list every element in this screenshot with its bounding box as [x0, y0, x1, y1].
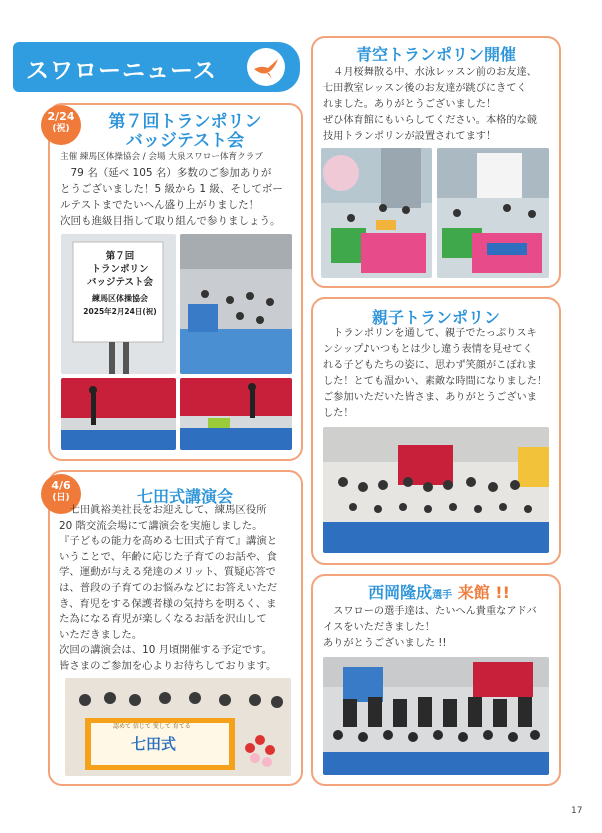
card-body: 79 名（延べ 105 名）多数のご参加ありが とうございました！5 級から 1 級、そしてボー ルテストまでたいへん盛り上がりました！ 次回も進級目指して取り組んで参りましょう。	[60, 167, 283, 227]
page-number: 17	[571, 806, 583, 816]
athlete-suffix: 選手	[432, 590, 453, 601]
page-title: スワローニュース	[26, 58, 217, 84]
trampoline-photo	[180, 378, 292, 450]
trampoline-photo	[61, 378, 176, 450]
date-badge	[41, 105, 81, 145]
sign-line: 練馬区体操協会	[92, 294, 148, 303]
card-body: ４月桜舞散る中、水泳レッスン前のお友達、 七田教室レッスン後のお友達が跳びにきてく れました。ありがとうございました！ ぜひ体育館にもいらしてください。本格的な競 技用トランポリンが設置されてます！	[323, 67, 537, 142]
sign-line: トランポリン	[91, 264, 149, 275]
event-sign-text	[75, 250, 165, 318]
outdoor-trampoline-photo	[321, 148, 432, 278]
outdoor-trampoline-photo	[437, 148, 549, 278]
sign-line: バッジテスト会	[86, 277, 154, 288]
parent-child-group-photo	[323, 427, 549, 553]
card-title	[85, 113, 285, 151]
card-body: スワローの選手達は、たいへん貴重なアドバ イスをいただきました！ ありがとうございました !!	[323, 606, 537, 649]
card-title: 青空トランポリン開催	[355, 45, 516, 64]
card-body: 七田眞裕美社長をお迎えして、練馬区役所 20 階交流会場にて講演会を実施しました。 『子どもの能力を高める七田式子育て』講演と いうことで、年齢に応じた子育てのお話や、食 学、運動が与える発達のメリット、質疑応答で は、普段の子育てのお悩みなどにお答えいただ き、育児をする保護者様の気持ちを明るく、ま た為になる育児が楽しくなるお話を沢山して いただきました。 次回の講演会は、10 月頃開催する予定です。 皆さまのご参加を心よりお待ちしております。	[59, 504, 278, 672]
athletes-group-photo	[323, 657, 549, 775]
shichida-banner-slogan: 認めて 信じて 愛して 育てる	[113, 723, 191, 730]
title-line: バッジテスト会	[125, 131, 245, 151]
sign-line: 2025年2月24日(祝)	[83, 307, 157, 316]
card-title: 七田式講演会	[136, 487, 233, 506]
title-line: 第７回トランポリン	[108, 112, 262, 132]
card-body: トランポリンを通して、親子でたっぷりスキ ンシップ♪いつもとは少し違う表情を見せてく れる子どもたちの姿に、思わず笑顔がこぼれま した！とても温かい、素敵な時間になりました！ ご参加いただいた皆さま、ありがとうございま した！	[323, 328, 548, 419]
athlete-name: 西岡隆成	[368, 583, 433, 602]
visit-label: 来館 !!	[457, 583, 510, 602]
day-text: (日)	[52, 493, 70, 503]
shichida-banner-text: 七田式	[131, 735, 177, 753]
swallow-logo-icon	[247, 48, 285, 86]
visit-title	[334, 580, 544, 603]
organizer-text: 主催 練馬区体操協会 / 会場 大泉スワロー体育クラブ	[60, 152, 263, 162]
gym-photo	[180, 234, 292, 374]
day-text: (祝)	[52, 124, 70, 134]
date-text: 4/6	[51, 479, 71, 492]
sign-line: 第７回	[105, 251, 135, 262]
card-title: 親子トランポリン	[371, 308, 500, 327]
date-text: 2/24	[47, 110, 75, 123]
